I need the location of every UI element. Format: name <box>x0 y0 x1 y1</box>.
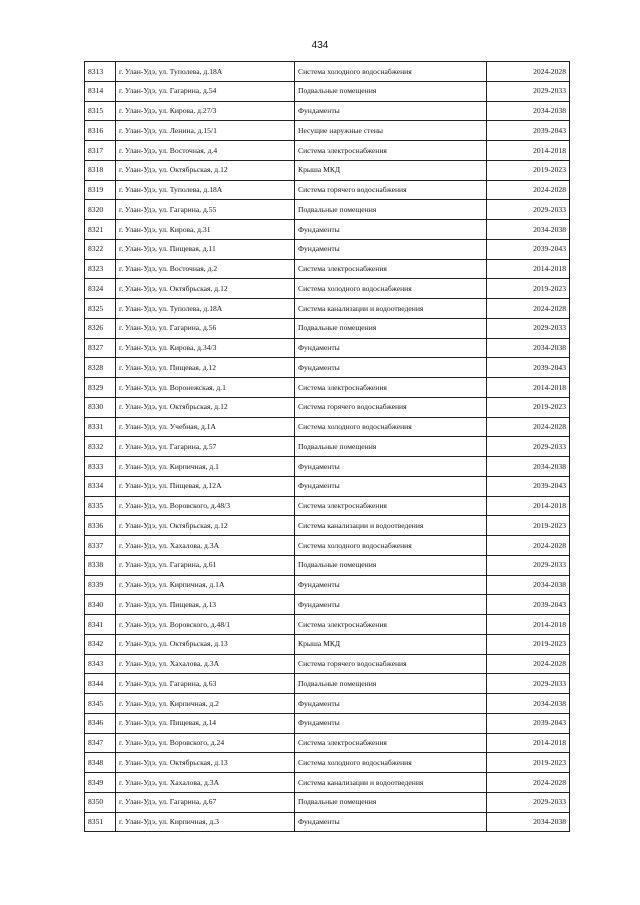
table-row <box>85 62 570 82</box>
table-row <box>85 358 570 378</box>
table-row <box>85 299 570 319</box>
row-number: 8328 <box>85 358 116 378</box>
row-period: 2014-2018 <box>487 378 570 398</box>
row-number: 8331 <box>85 417 116 437</box>
table-row <box>85 417 570 437</box>
row-number: 8338 <box>85 555 116 575</box>
table-row <box>85 81 570 101</box>
row-period: 2034-2038 <box>487 694 570 714</box>
row-period: 2019-2023 <box>487 397 570 417</box>
row-address: г. Улан-Удэ, ул. Хахалова, д.3А <box>116 773 295 793</box>
row-address: г. Улан-Удэ, ул. Восточная, д.2 <box>116 259 295 279</box>
row-period: 2034-2038 <box>487 812 570 832</box>
table-row <box>85 220 570 240</box>
row-system: Фундаменты <box>295 575 487 595</box>
row-system: Фундаменты <box>295 812 487 832</box>
table-row <box>85 437 570 457</box>
row-address: г. Улан-Удэ, ул. Восточная, д.4 <box>116 141 295 161</box>
row-address: г. Улан-Удэ, ул. Октябрьская, д.12 <box>116 397 295 417</box>
row-period: 2029-2033 <box>487 318 570 338</box>
row-system: Система горячего водоснабжения <box>295 397 487 417</box>
table-row <box>85 733 570 753</box>
row-address: г. Улан-Удэ, ул. Октябрьская, д.12 <box>116 279 295 299</box>
row-number: 8332 <box>85 437 116 457</box>
table-row <box>85 753 570 773</box>
row-address: г. Улан-Удэ, ул. Воронежская, д.1 <box>116 378 295 398</box>
row-address: г. Улан-Удэ, ул. Кирпичная, д.2 <box>116 694 295 714</box>
table-row <box>85 615 570 635</box>
row-system: Фундаменты <box>295 476 487 496</box>
row-period: 2029-2033 <box>487 81 570 101</box>
table-row <box>85 773 570 793</box>
row-address: г. Улан-Удэ, ул. Туполева, д.18А <box>116 299 295 319</box>
row-number: 8344 <box>85 674 116 694</box>
row-system: Несущие наружные стены <box>295 121 487 141</box>
row-system: Фундаменты <box>295 358 487 378</box>
row-address: г. Улан-Удэ, ул. Воровского, д.48/1 <box>116 615 295 635</box>
row-system: Система электроснабжения <box>295 378 487 398</box>
row-period: 2024-2028 <box>487 536 570 556</box>
row-period: 2024-2028 <box>487 62 570 82</box>
row-period: 2019-2023 <box>487 279 570 299</box>
row-number: 8322 <box>85 239 116 259</box>
row-system: Система электроснабжения <box>295 496 487 516</box>
table-row <box>85 457 570 477</box>
row-address: г. Улан-Удэ, ул. Гагарина, д.55 <box>116 200 295 220</box>
row-system: Подвальные помещения <box>295 81 487 101</box>
row-period: 2014-2018 <box>487 733 570 753</box>
row-address: г. Улан-Удэ, ул. Пищевая, д.11 <box>116 239 295 259</box>
row-number: 8313 <box>85 62 116 82</box>
row-period: 2029-2033 <box>487 437 570 457</box>
row-number: 8330 <box>85 397 116 417</box>
row-number: 8325 <box>85 299 116 319</box>
row-address: г. Улан-Удэ, ул. Октябрьская, д.13 <box>116 634 295 654</box>
row-system: Система электроснабжения <box>295 259 487 279</box>
row-number: 8339 <box>85 575 116 595</box>
row-address: г. Улан-Удэ, ул. Гагарина, д.67 <box>116 792 295 812</box>
row-period: 2034-2038 <box>487 575 570 595</box>
row-number: 8343 <box>85 654 116 674</box>
row-system: Крыша МКД <box>295 160 487 180</box>
table-row <box>85 812 570 832</box>
row-period: 2024-2028 <box>487 773 570 793</box>
row-number: 8335 <box>85 496 116 516</box>
table-row <box>85 279 570 299</box>
row-period: 2034-2038 <box>487 338 570 358</box>
row-period: 2029-2033 <box>487 555 570 575</box>
row-address: г. Улан-Удэ, ул. Учебная, д.1А <box>116 417 295 437</box>
row-number: 8337 <box>85 536 116 556</box>
row-period: 2014-2018 <box>487 496 570 516</box>
table-row <box>85 180 570 200</box>
table-row <box>85 101 570 121</box>
row-number: 8329 <box>85 378 116 398</box>
row-address: г. Улан-Удэ, ул. Кирпичная, д.1А <box>116 575 295 595</box>
row-system: Система холодного водоснабжения <box>295 62 487 82</box>
row-period: 2024-2028 <box>487 654 570 674</box>
row-system: Система канализации и водоотведения <box>295 516 487 536</box>
row-address: г. Улан-Удэ, ул. Гагарина, д.63 <box>116 674 295 694</box>
table-row <box>85 397 570 417</box>
row-number: 8349 <box>85 773 116 793</box>
table-row <box>85 160 570 180</box>
row-address: г. Улан-Удэ, ул. Кирпичная, д.1 <box>116 457 295 477</box>
row-number: 8327 <box>85 338 116 358</box>
row-number: 8345 <box>85 694 116 714</box>
row-period: 2024-2028 <box>487 417 570 437</box>
row-period: 2039-2043 <box>487 713 570 733</box>
table-row <box>85 239 570 259</box>
table-row <box>85 595 570 615</box>
row-address: г. Улан-Удэ, ул. Хахалова, д.3А <box>116 536 295 556</box>
row-system: Система электроснабжения <box>295 733 487 753</box>
row-number: 8336 <box>85 516 116 536</box>
row-period: 2034-2038 <box>487 457 570 477</box>
table-row <box>85 536 570 556</box>
row-number: 8318 <box>85 160 116 180</box>
row-system: Фундаменты <box>295 713 487 733</box>
table-row <box>85 575 570 595</box>
row-address: г. Улан-Удэ, ул. Хахалова, д.3А <box>116 654 295 674</box>
row-system: Фундаменты <box>295 457 487 477</box>
row-system: Система холодного водоснабжения <box>295 279 487 299</box>
row-number: 8342 <box>85 634 116 654</box>
row-system: Подвальные помещения <box>295 318 487 338</box>
table-row <box>85 654 570 674</box>
row-address: г. Улан-Удэ, ул. Пищевая, д.14 <box>116 713 295 733</box>
row-address: г. Улан-Удэ, ул. Гагарина, д.61 <box>116 555 295 575</box>
row-system: Система холодного водоснабжения <box>295 536 487 556</box>
row-address: г. Улан-Удэ, ул. Гагарина, д.57 <box>116 437 295 457</box>
row-number: 8348 <box>85 753 116 773</box>
row-address: г. Улан-Удэ, ул. Октябрьская, д.12 <box>116 516 295 536</box>
row-address: г. Улан-Удэ, ул. Пищевая, д.12А <box>116 476 295 496</box>
row-period: 2029-2033 <box>487 792 570 812</box>
row-address: г. Улан-Удэ, ул. Гагарина, д.56 <box>116 318 295 338</box>
register-table <box>84 61 570 832</box>
table-row <box>85 555 570 575</box>
row-period: 2039-2043 <box>487 476 570 496</box>
row-number: 8350 <box>85 792 116 812</box>
table-row <box>85 378 570 398</box>
row-system: Крыша МКД <box>295 634 487 654</box>
row-system: Система горячего водоснабжения <box>295 180 487 200</box>
row-period: 2014-2018 <box>487 141 570 161</box>
table-row <box>85 338 570 358</box>
row-address: г. Улан-Удэ, ул. Воровского, д.48/3 <box>116 496 295 516</box>
row-number: 8351 <box>85 812 116 832</box>
row-system: Фундаменты <box>295 338 487 358</box>
row-number: 8326 <box>85 318 116 338</box>
row-system: Подвальные помещения <box>295 555 487 575</box>
row-system: Подвальные помещения <box>295 437 487 457</box>
row-number: 8334 <box>85 476 116 496</box>
row-period: 2039-2043 <box>487 358 570 378</box>
row-address: г. Улан-Удэ, ул. Октябрьская, д.12 <box>116 160 295 180</box>
row-number: 8319 <box>85 180 116 200</box>
row-address: г. Улан-Удэ, ул. Кирова, д.27/3 <box>116 101 295 121</box>
row-address: г. Улан-Удэ, ул. Кирова, д.34/3 <box>116 338 295 358</box>
row-period: 2029-2033 <box>487 674 570 694</box>
row-number: 8315 <box>85 101 116 121</box>
table-row <box>85 674 570 694</box>
table-row <box>85 792 570 812</box>
row-system: Подвальные помещения <box>295 674 487 694</box>
row-address: г. Улан-Удэ, ул. Ленина, д.15/1 <box>116 121 295 141</box>
row-address: г. Улан-Удэ, ул. Пищевая, д.13 <box>116 595 295 615</box>
row-number: 8323 <box>85 259 116 279</box>
row-number: 8333 <box>85 457 116 477</box>
row-system: Система канализации и водоотведения <box>295 773 487 793</box>
row-system: Система холодного водоснабжения <box>295 417 487 437</box>
row-number: 8321 <box>85 220 116 240</box>
row-period: 2019-2023 <box>487 516 570 536</box>
row-system: Подвальные помещения <box>295 792 487 812</box>
row-address: г. Улан-Удэ, ул. Пищевая, д.12 <box>116 358 295 378</box>
row-address: г. Улан-Удэ, ул. Кирова, д.31 <box>116 220 295 240</box>
row-period: 2034-2038 <box>487 220 570 240</box>
table-row <box>85 141 570 161</box>
table-row <box>85 694 570 714</box>
row-period: 2039-2043 <box>487 595 570 615</box>
table-row <box>85 318 570 338</box>
table-body <box>85 62 570 832</box>
row-system: Фундаменты <box>295 101 487 121</box>
row-system: Система холодного водоснабжения <box>295 753 487 773</box>
row-number: 8320 <box>85 200 116 220</box>
row-system: Система горячего водоснабжения <box>295 654 487 674</box>
row-system: Фундаменты <box>295 595 487 615</box>
row-number: 8340 <box>85 595 116 615</box>
row-address: г. Улан-Удэ, ул. Октябрьская, д.13 <box>116 753 295 773</box>
row-system: Фундаменты <box>295 220 487 240</box>
row-system: Система канализации и водоотведения <box>295 299 487 319</box>
row-period: 2034-2038 <box>487 101 570 121</box>
row-period: 2019-2023 <box>487 753 570 773</box>
page-number: 434 <box>311 40 329 51</box>
table-row <box>85 516 570 536</box>
row-system: Система электроснабжения <box>295 141 487 161</box>
row-system: Фундаменты <box>295 694 487 714</box>
table-row <box>85 713 570 733</box>
row-period: 2029-2033 <box>487 200 570 220</box>
row-period: 2014-2018 <box>487 259 570 279</box>
row-address: г. Улан-Удэ, ул. Гагарина, д.54 <box>116 81 295 101</box>
row-period: 2024-2028 <box>487 299 570 319</box>
row-system: Фундаменты <box>295 239 487 259</box>
row-number: 8317 <box>85 141 116 161</box>
table-row <box>85 496 570 516</box>
row-period: 2039-2043 <box>487 239 570 259</box>
table-row <box>85 634 570 654</box>
table-row <box>85 476 570 496</box>
table-row <box>85 121 570 141</box>
row-number: 8324 <box>85 279 116 299</box>
row-address: г. Улан-Удэ, ул. Туполева, д.18А <box>116 62 295 82</box>
row-number: 8316 <box>85 121 116 141</box>
row-number: 8346 <box>85 713 116 733</box>
row-number: 8314 <box>85 81 116 101</box>
row-number: 8347 <box>85 733 116 753</box>
row-period: 2024-2028 <box>487 180 570 200</box>
table-row <box>85 259 570 279</box>
row-address: г. Улан-Удэ, ул. Туполева, д.18А <box>116 180 295 200</box>
row-period: 2039-2043 <box>487 121 570 141</box>
row-system: Система электроснабжения <box>295 615 487 635</box>
row-period: 2019-2023 <box>487 160 570 180</box>
row-address: г. Улан-Удэ, ул. Кирпичная, д.3 <box>116 812 295 832</box>
row-address: г. Улан-Удэ, ул. Воровского, д.24 <box>116 733 295 753</box>
table-row <box>85 200 570 220</box>
row-system: Подвальные помещения <box>295 200 487 220</box>
row-period: 2019-2023 <box>487 634 570 654</box>
row-period: 2014-2018 <box>487 615 570 635</box>
row-number: 8341 <box>85 615 116 635</box>
